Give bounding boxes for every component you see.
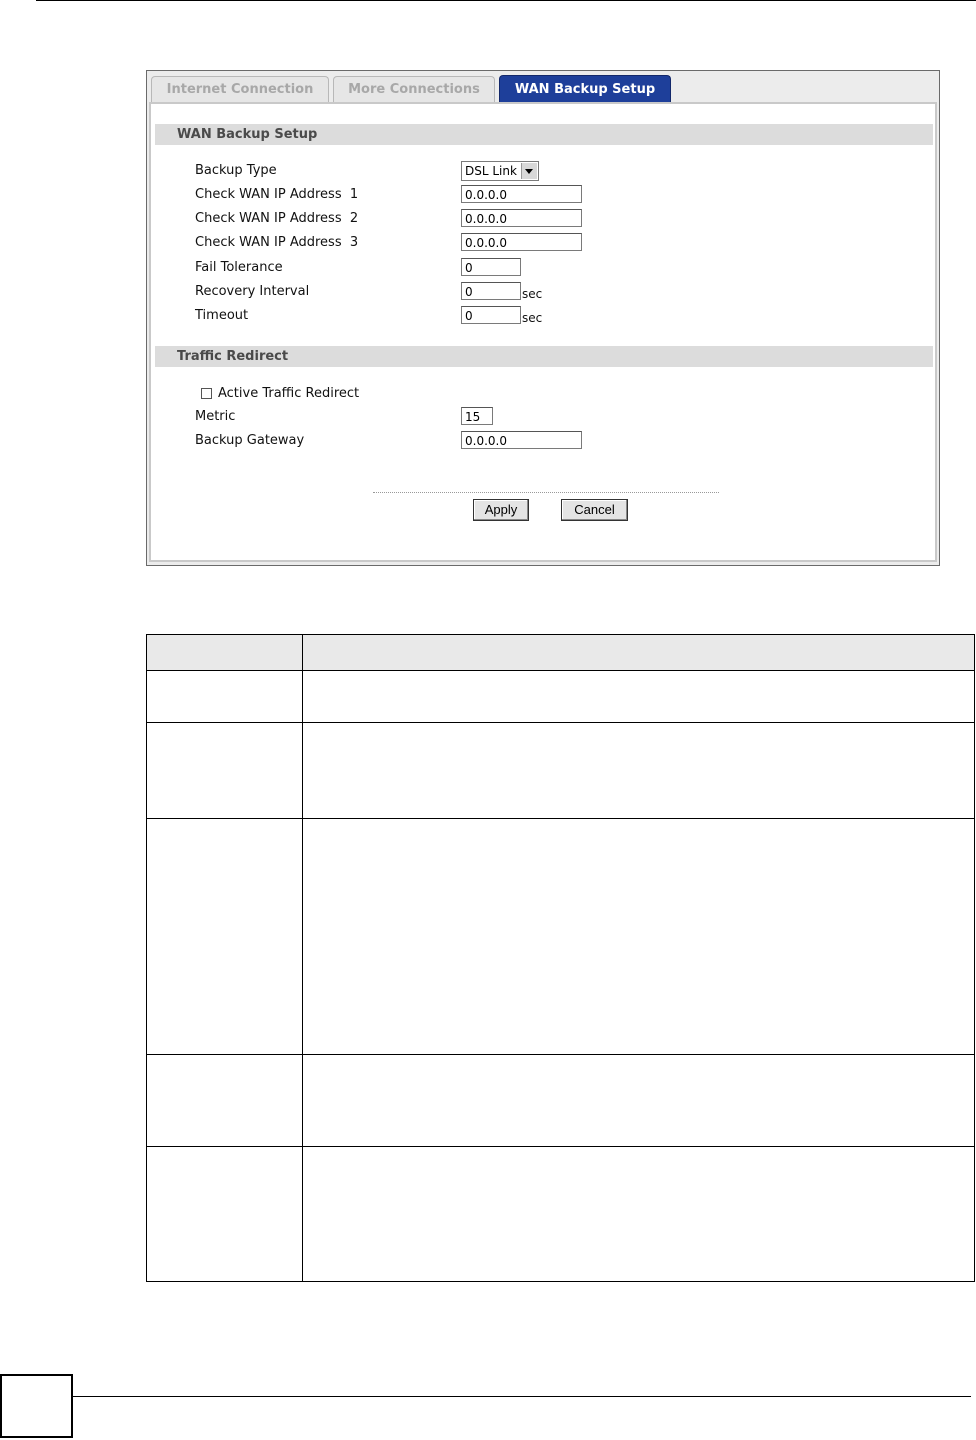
page-top-rule [36,0,976,1]
table-cell [147,723,303,819]
timeout-label: Timeout [195,308,249,323]
check-ip-2-label: Check WAN IP Address 2 [195,211,359,226]
section-header-wan-backup: WAN Backup Setup [155,124,933,145]
fail-tolerance-input[interactable]: 0 [461,258,521,276]
table-row [147,671,975,723]
table-cell [303,723,975,819]
table-row [147,1147,975,1282]
footer-rule [73,1396,971,1397]
backup-type-value: DSL Link [465,164,517,178]
settings-panel [149,102,937,562]
table-header-cell [303,635,975,671]
metric-label: Metric [195,409,236,424]
table-cell [147,1055,303,1147]
check-ip-1-input[interactable]: 0.0.0.0 [461,185,582,203]
check-ip-3-label: Check WAN IP Address 3 [195,235,359,250]
table-row [147,723,975,819]
button-divider [373,492,719,493]
table-row [147,819,975,1055]
timeout-unit: sec [522,311,543,325]
metric-input[interactable]: 15 [461,407,493,425]
check-ip-3-input[interactable]: 0.0.0.0 [461,233,582,251]
table-cell [147,819,303,1055]
table-header-cell [147,635,303,671]
page-number-box [0,1374,73,1438]
table-cell [303,1147,975,1282]
timeout-input[interactable]: 0 [461,306,521,324]
backup-gateway-input[interactable]: 0.0.0.0 [461,431,582,449]
table-cell [303,1055,975,1147]
recovery-interval-label: Recovery Interval [195,284,310,299]
wan-backup-screenshot [146,70,940,566]
tab-more-connections[interactable]: More Connections [333,76,495,102]
backup-type-select[interactable] [461,161,539,181]
table-cell [303,671,975,723]
active-traffic-redirect-label: Active Traffic Redirect [218,386,360,401]
table-cell [147,671,303,723]
table-cell [147,1147,303,1282]
recovery-interval-input[interactable]: 0 [461,282,521,300]
apply-button[interactable]: Apply [473,499,529,521]
fail-tolerance-label: Fail Tolerance [195,260,283,275]
tab-wan-backup-setup[interactable]: WAN Backup Setup [499,75,671,103]
check-ip-1-label: Check WAN IP Address 1 [195,187,359,202]
check-ip-2-input[interactable]: 0.0.0.0 [461,209,582,227]
table-header-row [147,635,975,671]
table-row [147,1055,975,1147]
tab-bar [147,71,939,103]
field-description-table [146,634,975,1282]
backup-gateway-label: Backup Gateway [195,433,305,448]
recovery-interval-unit: sec [522,287,543,301]
section-header-traffic-redirect: Traffic Redirect [155,346,933,367]
active-traffic-redirect-checkbox[interactable] [201,388,212,399]
tab-internet-connection[interactable]: Internet Connection [151,76,329,102]
chevron-down-icon[interactable] [521,163,537,179]
table-cell [303,819,975,1055]
cancel-button[interactable]: Cancel [561,499,628,521]
backup-type-label: Backup Type [195,163,277,178]
